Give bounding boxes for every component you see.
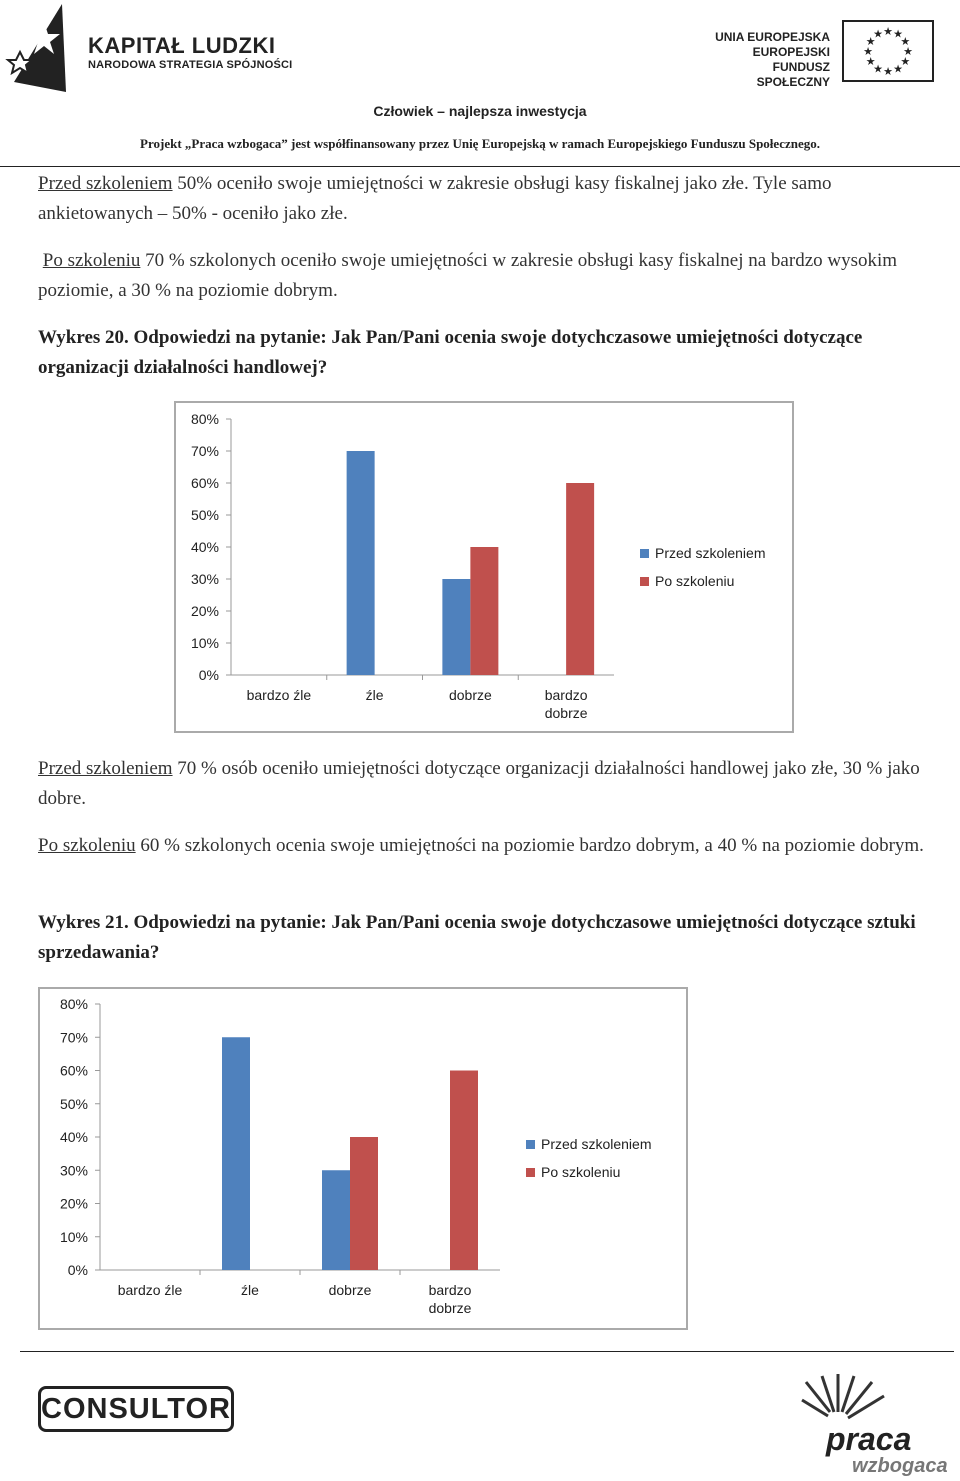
praca-wzbogaca-burst-icon [800,1372,960,1476]
eu-line-2: EUROPEJSKI [752,45,830,59]
paragraph-4-text: 60 % szkolonych ocenia swoje umiejętności na poziomie bardzo dobrym, a 40 % na poziomie dobrym. [135,835,924,856]
x-tick-label: dobrze [328,1282,372,1298]
x-tick-label: źle [365,687,384,703]
legend-swatch [640,577,649,586]
y-tick-label: 80% [59,996,88,1012]
y-tick-label: 10% [59,1228,88,1245]
y-tick-label: 50% [190,507,219,523]
chart-20-svg [176,403,792,731]
x-tick-label: dobrze [428,1300,472,1316]
chart-21 [38,987,688,1330]
eu-fund-text [700,30,830,90]
praca-wzbogaca-logo [800,1372,960,1476]
y-tick-label: 40% [59,1129,88,1145]
y-tick-label: 20% [59,1195,88,1212]
caption-chart-21: Wykres 21. Odpowiedzi na pytanie: Jak Pan/Pani ocenia swoje dotychczasowe umiejętności dotyczące sztuki sprzedawania? [38,912,916,963]
eu-star-icon: ★ [883,26,893,38]
paragraph-4-lead: Po szkoleniu [38,835,136,856]
x-tick-label: dobrze [544,705,588,721]
legend-label: Przed szkoleniem [541,1136,652,1152]
praca-text: praca [826,1421,912,1457]
bar-przed-1 [347,451,375,675]
legend-swatch [526,1168,535,1177]
y-tick-label: 30% [190,571,219,587]
kapital-ludzki-subtitle: NARODOWA STRATEGIA SPÓJNOŚCI [88,59,293,71]
legend-swatch [526,1140,535,1149]
slogan: Człowiek – najlepsza inwestycja [373,103,587,119]
paragraph-1 [38,169,928,229]
eu-star-icon: ★ [900,56,911,68]
kapital-ludzki-emblem-icon [4,2,84,94]
eu-line-3: FUNDUSZ SPOŁECZNY [756,60,830,89]
paragraph-3-text: 70 % osób oceniło umiejętności dotyczące organizacji działalności handlowej jako złe, 30 % jako dobre. [38,758,920,809]
bar-przed-2 [322,1170,350,1270]
x-tick-label: źle [241,1282,259,1298]
kapital-ludzki-logo [4,2,84,94]
eu-star-icon: ★ [903,46,913,58]
paragraph-4 [38,831,928,861]
x-tick-label: bardzo źle [246,687,312,703]
wzbogaca-text: wzbogaca [852,1455,948,1476]
bar-przed-2 [442,579,470,675]
eu-star-icon: ★ [883,66,893,78]
kapital-ludzki-text [88,34,292,72]
paragraph-2-text: 70 % szkolonych oceniło swoje umiejętności w zakresie obsługi kasy fiskalnej na bardzo wysokim poziomie, a 30 % na poziomie dobrym. [38,250,898,301]
x-tick-label: dobrze [448,687,492,703]
legend-label: Po szkoleniu [655,573,735,589]
eu-star-icon: ★ [893,63,903,76]
paragraph-1-lead: Przed szkoleniem [38,173,173,194]
caption-chart-20: Wykres 20. Odpowiedzi na pytanie: Jak Pan/Pani ocenia swoje dotychczasowe umiejętności dotyczące organizacji działalności handlowej? [38,327,863,378]
y-tick-label: 10% [190,635,219,651]
chart-21-svg [40,989,686,1328]
y-tick-label: 0% [67,1262,88,1278]
footer-divider [20,1351,954,1352]
paragraph-2-lead: Po szkoleniu [42,250,141,271]
x-tick-label: bardzo [428,1282,472,1298]
eu-star-icon: ★ [865,36,876,48]
y-tick-label: 30% [59,1162,88,1179]
paragraph-2 [38,246,928,306]
paragraph-1-text: 50% oceniło swoje umiejętności w zakresie obsługi kasy fiskalnej jako złe. Tyle samo ankietowanych – 50% - oceniło jako złe. [38,173,832,224]
chart-20 [174,401,794,733]
bar-po-3 [566,483,594,675]
legend-swatch [640,549,649,558]
bar-po-2 [470,547,498,675]
y-tick-label: 40% [190,539,219,555]
eu-star-icon: ★ [893,28,903,41]
eu-star-icon: ★ [873,28,883,41]
y-tick-label: 60% [190,475,219,491]
legend-label: Przed szkoleniem [655,545,766,561]
y-tick-label: 70% [190,443,219,459]
y-tick-label: 0% [198,667,219,683]
y-tick-label: 20% [190,603,219,619]
kapital-ludzki-title: KAPITAŁ LUDZKI [88,33,276,58]
eu-star-icon: ★ [873,63,883,76]
x-tick-label: bardzo [544,687,588,703]
x-tick-label: bardzo źle [117,1282,183,1298]
header-divider [0,166,960,167]
bar-po-2 [350,1137,378,1270]
paragraph-3-lead: Przed szkoleniem [38,758,173,779]
bar-przed-1 [222,1037,250,1270]
consultor-logo: CONSULTOR [38,1386,234,1432]
paragraph-3 [38,754,928,814]
y-tick-label: 80% [190,411,219,427]
eu-star-icon: ★ [900,36,911,48]
legend-label: Po szkoleniu [541,1164,621,1180]
eu-star-icon: ★ [863,46,873,58]
project-line: Projekt „Praca wzbogaca” jest współfinansowany przez Unię Europejską w ramach Europejskiego Funduszu Społecznego. [140,136,820,151]
y-tick-label: 60% [59,1062,88,1079]
eu-line-1: UNIA EUROPEJSKA [715,30,830,44]
y-tick-label: 70% [59,1029,88,1046]
eu-star-icon: ★ [865,56,876,68]
eu-flag-icon [842,20,934,82]
bar-po-3 [450,1071,478,1271]
y-tick-label: 50% [59,1095,88,1112]
